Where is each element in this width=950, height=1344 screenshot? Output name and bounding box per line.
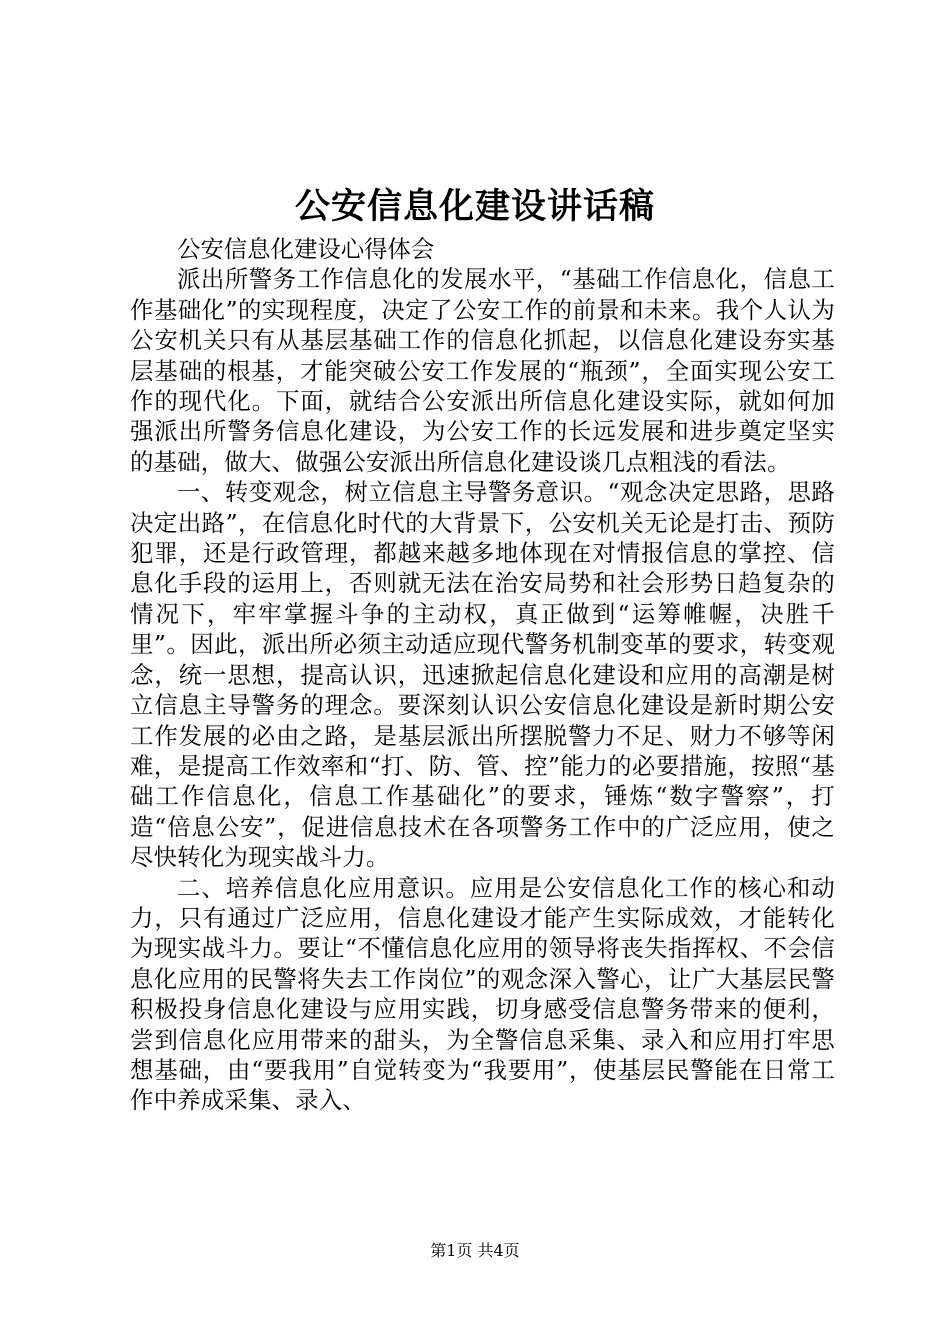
paragraph-section-2: 二、培养信息化应用意识。应用是公安信息化工作的核心和动力，只有通过广泛应用，信息化建设才能产生实际成效，才能转化为现实战斗力。要让“不懂信息化应用的领导将丧失指挥权、不会信息化应用的民警将失去工作岗位”的观念深入警心，让广大基层民警积极投身信息化建设与应用实践，切身感受信息警务带来的便利，尝到信息化应用带来的甜头，为全警信息采集、录入和应用打牢思想基础，由“要我用”自觉转变为“我要用”，使基层民警能在日常工作中养成采集、录入、 — [130, 873, 835, 1115]
document-title: 公安信息化建设讲话稿 — [294, 186, 655, 227]
document-body — [130, 234, 835, 1116]
page-footer: 第1页 共4页 — [430, 1241, 520, 1260]
document-subtitle: 公安信息化建设心得体会 — [177, 235, 435, 263]
paragraph-section-1: 一、转变观念，树立信息主导警务意识。“观念决定思路，思路决定出路”，在信息化时代的大背景下，公安机关无论是打击、预防犯罪，还是行政管理，都越来越多地体现在对情报信息的掌控、信息化手段的运用上，否则就无法在治安局势和社会形势日趋复杂的情况下，牢牢掌握斗争的主动权，真正做到“运筹帷幄，决胜千里”。因此，派出所必须主动适应现代警务机制变革的要求，转变观念，统一思想，提高认识，迅速掀起信息化建设和应用的高潮是树立信息主导警务的理念。要深刻认识公安信息化建设是新时期公安工作发展的必由之路，是基层派出所摆脱警力不足、财力不够等闲难，是提高工作效率和“打、防、管、控”能力的必要措施，按照“基础工作信息化，信息工作基础化”的要求，锤炼“数字警察”，打造“倍息公安”，促进信息技术在各项警务工作中的广泛应用，使之尽快转化为现实战斗力。 — [130, 478, 835, 872]
paragraph-intro: 派出所警务工作信息化的发展水平，“基础工作信息化，信息工作基础化”的实现程度，决定了公安工作的前景和未来。我个人认为公安机关只有从基层基础工作的信息化抓起，以信息化建设夯实基层基础的根基，才能突破公安工作发展的“瓶颈”，全面实现公安工作的现代化。下面，就结合公安派出所信息化建设实际，就如何加强派出所警务信息化建设，为公安工作的长远发展和进步奠定坚实的基础，做大、做强公安派出所信息化建设谈几点粗浅的看法。 — [130, 265, 835, 476]
